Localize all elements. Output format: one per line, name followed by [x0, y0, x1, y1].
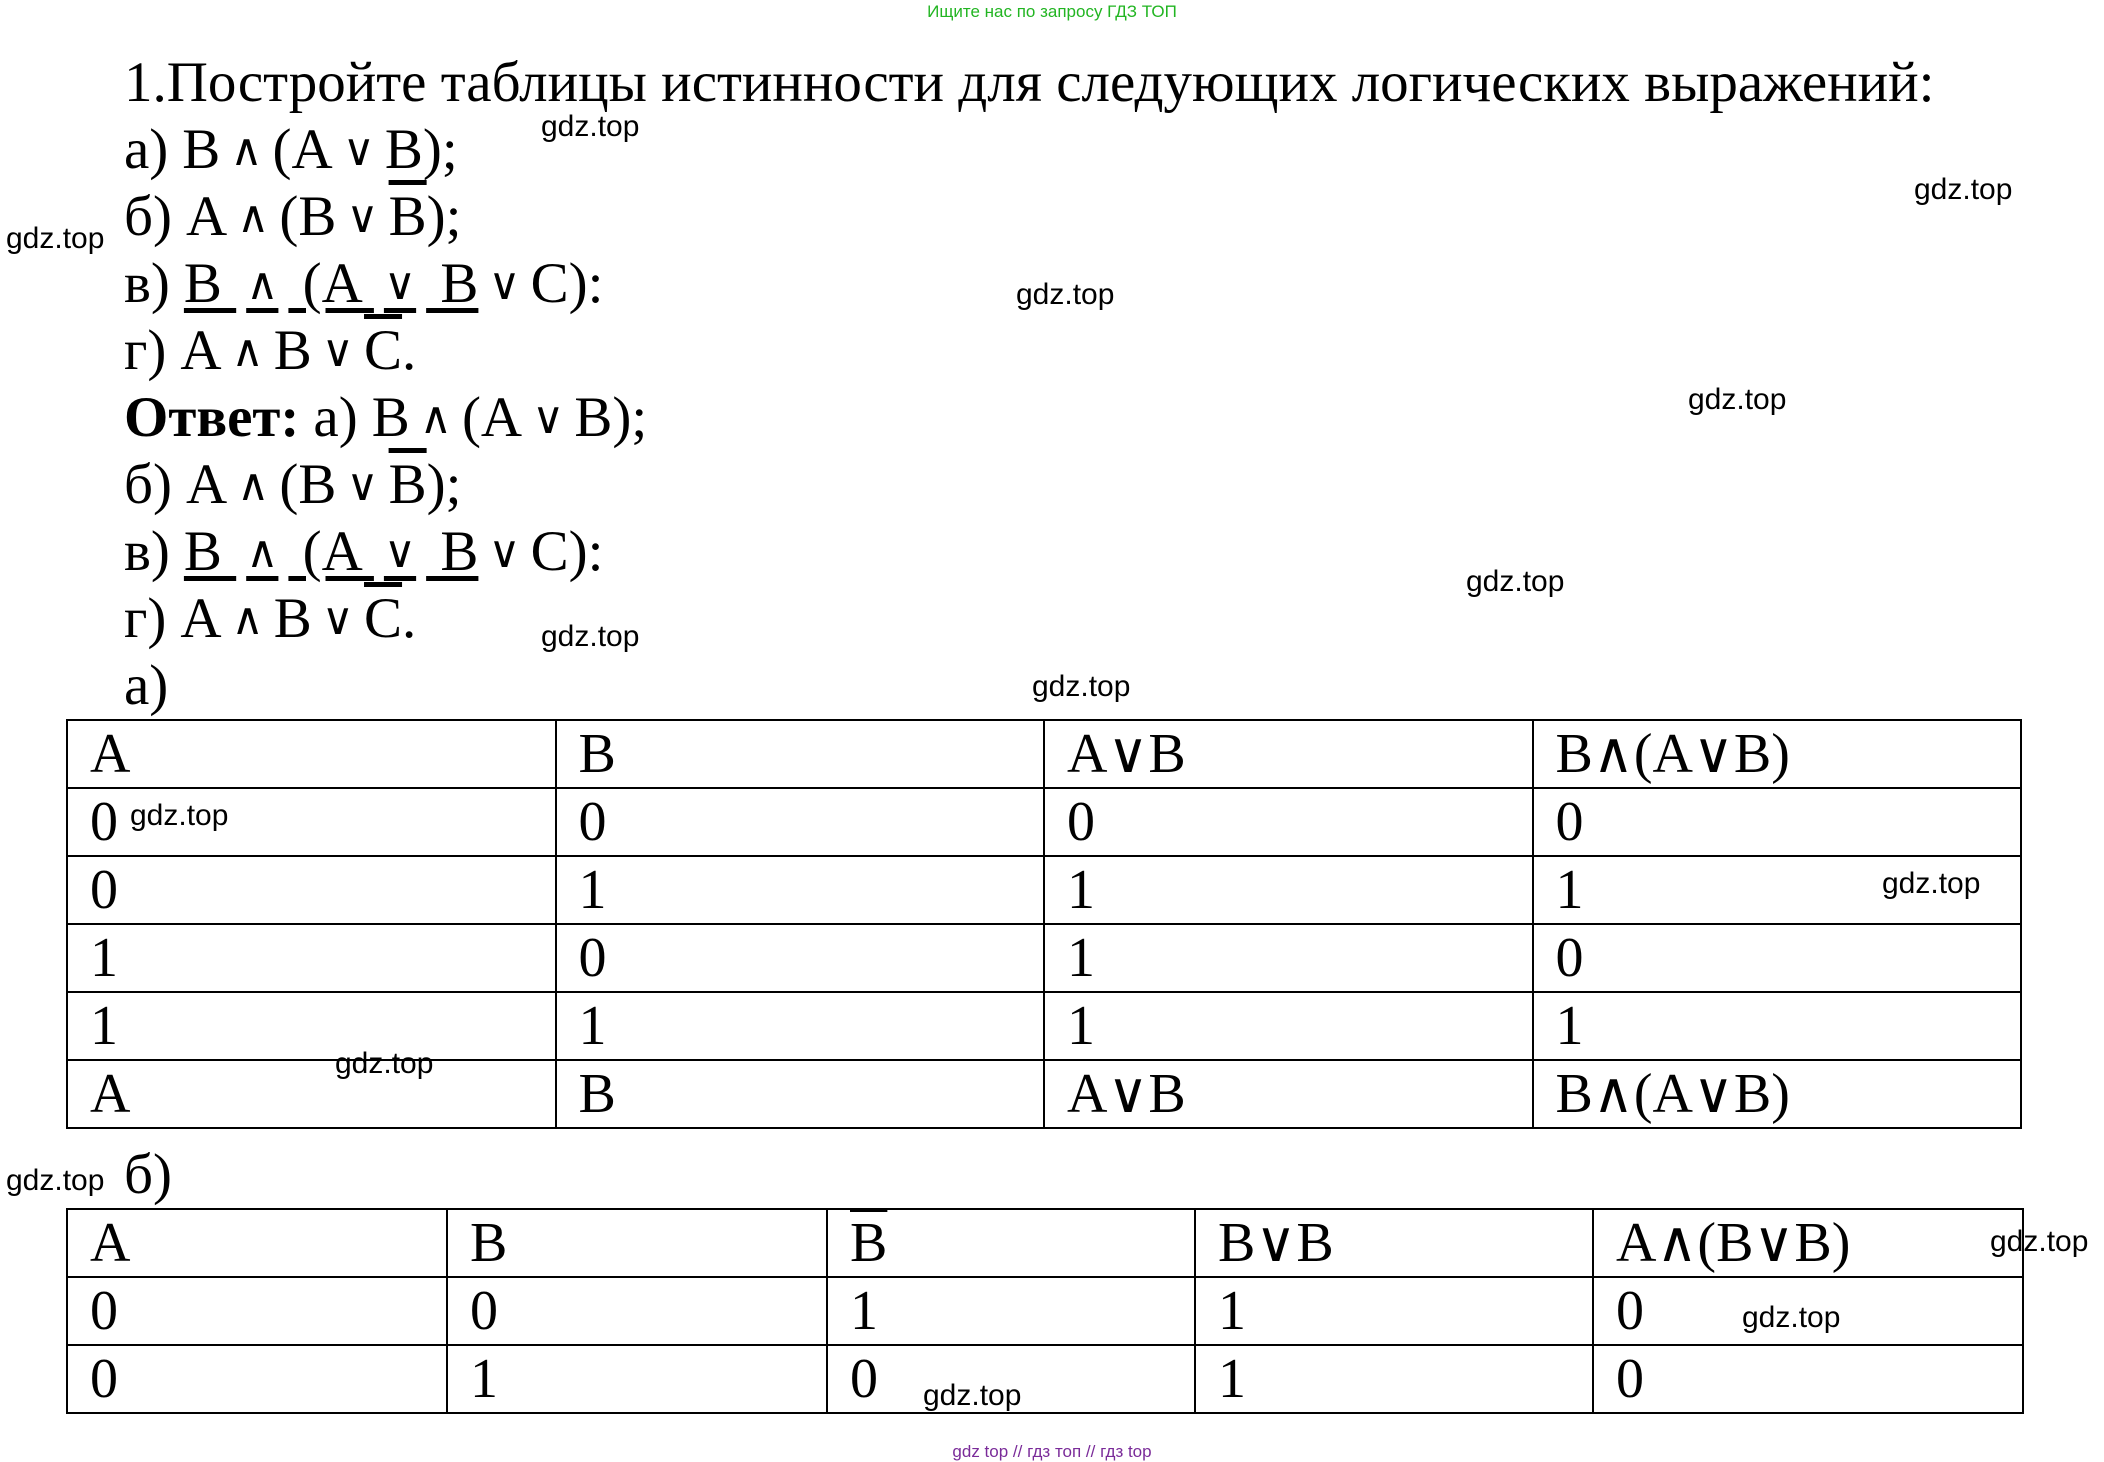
watermark: gdz.top [1914, 173, 2013, 206]
header-cell: B [447, 1209, 827, 1277]
table-cell: 0 [67, 1345, 447, 1413]
top-banner[interactable]: Ищите нас по запросу ГДЗ ТОП [927, 2, 1177, 21]
question-d: г) A ∧ B ∨ $\overline{C}$. [124, 319, 417, 382]
watermark: gdz.top [6, 1164, 105, 1197]
table-row [67, 924, 2021, 992]
table-a-label: а) [124, 654, 169, 717]
task-title: 1.Постройте таблицы истинности для следующих логических выражений: [124, 51, 1935, 114]
question-c: в) B ∧ (A ∨ B ∨ C): [124, 252, 604, 315]
table-row [67, 1345, 2023, 1413]
watermark: gdz.top [1016, 278, 1115, 311]
watermark: gdz.top [541, 620, 640, 653]
bottom-banner[interactable]: gdz top // гдз топ // гдз top [952, 1442, 1152, 1461]
table-cell: 0 [447, 1277, 827, 1345]
table-cell: 1 [1195, 1277, 1593, 1345]
table-cell: 1 [67, 924, 556, 992]
answer-d: г) A ∧ B ∨ $\overline{C}$. [124, 587, 417, 650]
watermark: gdz.top [1990, 1225, 2089, 1258]
watermark: gdz.top [1032, 670, 1131, 703]
header-cell: A∨B [1044, 720, 1533, 788]
table-cell: 0 [556, 788, 1045, 856]
footer-cell: B [556, 1060, 1045, 1128]
table-cell: 0 [67, 1277, 447, 1345]
header-cell: A [67, 720, 556, 788]
header-cell: A∧(B∨B) [1593, 1209, 2023, 1277]
table-cell: 1 [1533, 856, 2022, 924]
question-a: а) B ∧ (A ∨ B); [124, 118, 458, 181]
table-cell: 1 [556, 856, 1045, 924]
table-cell: 0 [1533, 788, 2022, 856]
table-row [67, 1277, 2023, 1345]
footer-cell: A∨B [1044, 1060, 1533, 1128]
table-cell: 1 [1044, 856, 1533, 924]
table-cell: 0 [1044, 788, 1533, 856]
table-cell: 1 [1195, 1345, 1593, 1413]
table-cell: 0 [827, 1345, 1195, 1413]
table-cell: 0 [1593, 1345, 2023, 1413]
table-cell: 1 [556, 992, 1045, 1060]
table-cell: 1 [447, 1345, 827, 1413]
answer-c: в) B ∧ (A ∨ B ∨ C): [124, 520, 604, 583]
table-b-label: б) [124, 1143, 172, 1206]
table-cell: 1 [827, 1277, 1195, 1345]
question-b: б) A ∧ (B ∨ $\overline{B}$); [124, 185, 462, 248]
table-cell: 1 [1044, 992, 1533, 1060]
watermark: gdz.top [130, 799, 229, 832]
table-cell: 0 [67, 856, 556, 924]
watermark: gdz.top [1882, 867, 1981, 900]
answer-b: б) A ∧ (B ∨ $\overline{B}$); [124, 453, 462, 516]
watermark: gdz.top [1466, 565, 1565, 598]
table-cell: 1 [1044, 924, 1533, 992]
watermark: gdz.top [1688, 383, 1787, 416]
table-row [67, 856, 2021, 924]
table-header-row [67, 720, 2021, 788]
footer-cell: A [67, 1060, 556, 1128]
footer-cell: B∧(A∨B) [1533, 1060, 2022, 1128]
watermark: gdz.top [335, 1047, 434, 1080]
watermark: gdz.top [541, 110, 640, 143]
table-cell: 0 [556, 924, 1045, 992]
header-cell: B∨B [1195, 1209, 1593, 1277]
truth-table-b [66, 1208, 2024, 1414]
header-cell: B∧(A∨B) [1533, 720, 2022, 788]
watermark: gdz.top [6, 222, 105, 255]
table-cell: 0 [1593, 1277, 2023, 1345]
header-cell: B [556, 720, 1045, 788]
table-header-row [67, 1209, 2023, 1277]
table-cell: 1 [67, 992, 556, 1060]
table-cell: 0 [67, 788, 556, 856]
header-cell: $\overline{B}$ [827, 1209, 1195, 1277]
watermark: gdz.top [923, 1379, 1022, 1412]
header-cell: A [67, 1209, 447, 1277]
answer-a: Ответ: а) B ∧ (A ∨ B); [124, 386, 648, 449]
answer-label: Ответ: [124, 386, 300, 449]
table-cell: 1 [1533, 992, 2022, 1060]
watermark: gdz.top [1742, 1301, 1841, 1334]
table-row [67, 788, 2021, 856]
table-cell: 0 [1533, 924, 2022, 992]
